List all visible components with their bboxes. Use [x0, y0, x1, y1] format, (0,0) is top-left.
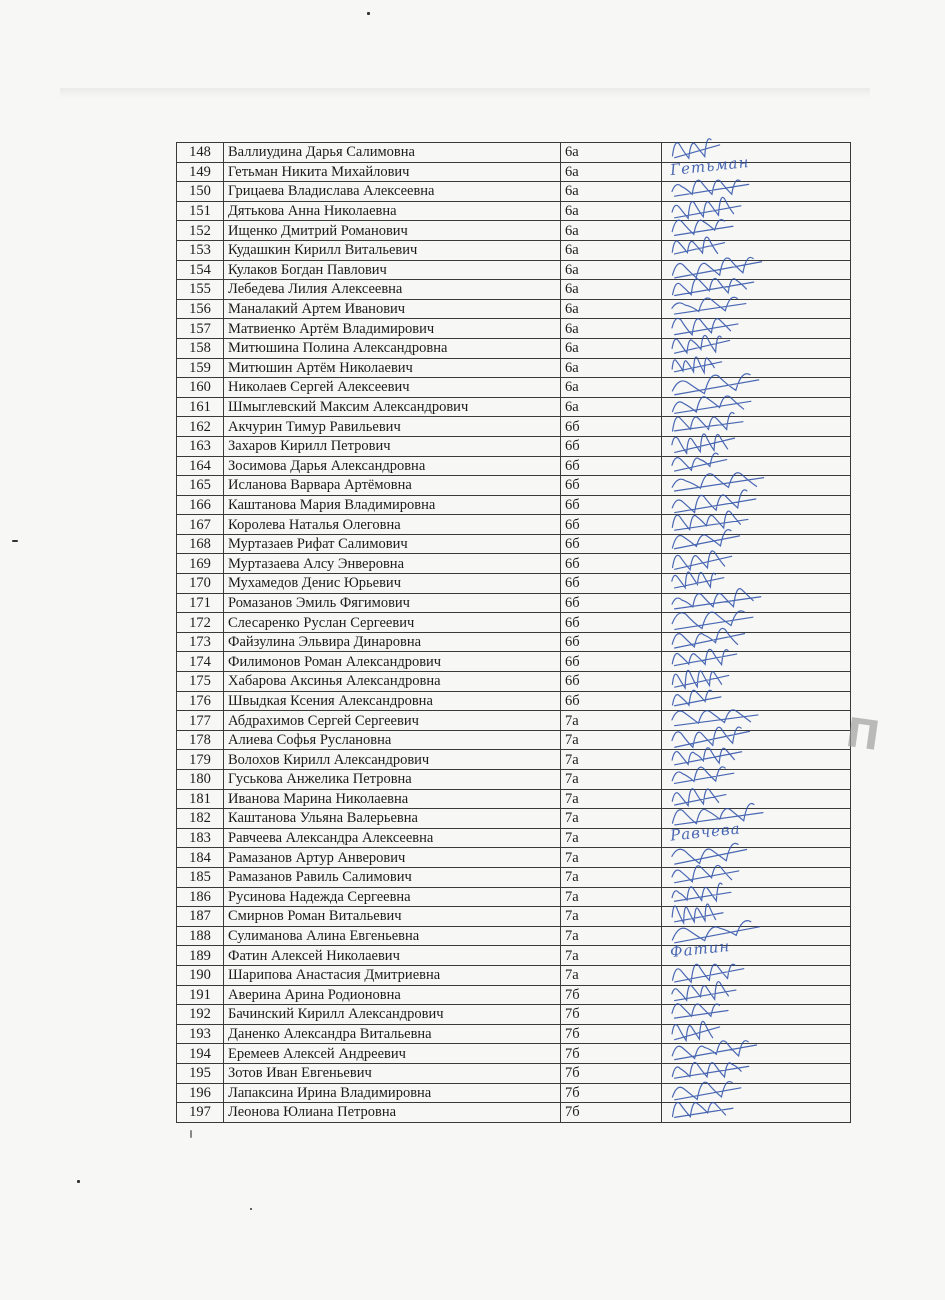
- row-number: 176: [177, 691, 224, 711]
- student-name: Муртазаев Рифат Салимович: [224, 534, 561, 554]
- class-label: 7а: [561, 965, 662, 985]
- row-number: 148: [177, 143, 224, 163]
- row-number: 167: [177, 515, 224, 535]
- scan-speck: [190, 1130, 192, 1138]
- student-name: Бачинский Кирилл Александрович: [224, 1005, 561, 1025]
- handwritten-signature: Гетьман: [669, 152, 751, 179]
- table-row: [177, 417, 851, 437]
- table-row: [177, 652, 851, 672]
- student-name: Митюшина Полина Александровна: [224, 338, 561, 358]
- student-name: Русинова Надежда Сергеевна: [224, 887, 561, 907]
- student-name: Леонова Юлиана Петровна: [224, 1103, 561, 1123]
- student-name: Равчеева Александра Алексеевна: [224, 828, 561, 848]
- class-label: 7а: [561, 789, 662, 809]
- class-label: 6б: [561, 613, 662, 633]
- class-label: 6а: [561, 397, 662, 417]
- row-number: 178: [177, 730, 224, 750]
- student-name: Швыдкая Ксения Александровна: [224, 691, 561, 711]
- student-name: Фатин Алексей Николаевич: [224, 946, 561, 966]
- class-label: 7а: [561, 711, 662, 731]
- table-row: [177, 534, 851, 554]
- class-label: 7а: [561, 848, 662, 868]
- class-label: 7а: [561, 770, 662, 790]
- handwritten-signature: Фатин: [669, 937, 731, 962]
- class-label: 6а: [561, 143, 662, 163]
- student-name: Слесаренко Руслан Сергеевич: [224, 613, 561, 633]
- student-name: Каштанова Ульяна Валерьевна: [224, 809, 561, 829]
- row-number: 193: [177, 1024, 224, 1044]
- row-number: 194: [177, 1044, 224, 1064]
- row-number: 151: [177, 201, 224, 221]
- class-label: 6а: [561, 240, 662, 260]
- student-name: Шарипова Анастасия Дмитриевна: [224, 965, 561, 985]
- student-name: Маналакий Артем Иванович: [224, 299, 561, 319]
- class-label: 6б: [561, 436, 662, 456]
- class-label: 7б: [561, 1083, 662, 1103]
- student-name: Зотов Иван Евгеньевич: [224, 1063, 561, 1083]
- row-number: 172: [177, 613, 224, 633]
- student-name: Каштанова Мария Владимировна: [224, 495, 561, 515]
- class-label: 6а: [561, 260, 662, 280]
- row-number: 195: [177, 1063, 224, 1083]
- table-row: [177, 554, 851, 574]
- class-label: 7б: [561, 1005, 662, 1025]
- row-number: 187: [177, 907, 224, 927]
- roster-body: [177, 143, 851, 1123]
- class-label: 6а: [561, 299, 662, 319]
- class-label: 7а: [561, 730, 662, 750]
- row-number: 173: [177, 632, 224, 652]
- class-label: 6б: [561, 417, 662, 437]
- row-number: 191: [177, 985, 224, 1005]
- row-number: 168: [177, 534, 224, 554]
- class-label: 7б: [561, 1103, 662, 1123]
- table-row: [177, 1083, 851, 1103]
- row-number: 177: [177, 711, 224, 731]
- class-label: 7а: [561, 750, 662, 770]
- student-name: Гуськова Анжелика Петровна: [224, 770, 561, 790]
- row-number: 196: [177, 1083, 224, 1103]
- class-label: 6а: [561, 378, 662, 398]
- row-number: 183: [177, 828, 224, 848]
- student-name: Рамазанов Равиль Салимович: [224, 867, 561, 887]
- margin-mark: П: [842, 709, 883, 761]
- handwritten-signature: Равчева: [669, 819, 742, 845]
- class-label: 6а: [561, 280, 662, 300]
- student-name: Митюшин Артём Николаевич: [224, 358, 561, 378]
- row-number: 152: [177, 221, 224, 241]
- class-label: 6б: [561, 554, 662, 574]
- scan-shadow-band: [60, 88, 870, 98]
- table-row: [177, 338, 851, 358]
- student-name: Аверина Арина Родионовна: [224, 985, 561, 1005]
- class-label: 6а: [561, 162, 662, 182]
- table-row: [177, 809, 851, 829]
- row-number: 153: [177, 240, 224, 260]
- class-label: 6а: [561, 182, 662, 202]
- table-row: [177, 848, 851, 868]
- table-row: [177, 1103, 851, 1123]
- row-number: 186: [177, 887, 224, 907]
- student-name: Ищенко Дмитрий Романович: [224, 221, 561, 241]
- row-number: 170: [177, 574, 224, 594]
- student-name: Файзулина Эльвира Динаровна: [224, 632, 561, 652]
- class-label: 7а: [561, 946, 662, 966]
- student-name: Акчурин Тимур Равильевич: [224, 417, 561, 437]
- scan-speck: [12, 540, 18, 542]
- class-label: 6б: [561, 456, 662, 476]
- row-number: 154: [177, 260, 224, 280]
- scan-speck: [367, 12, 370, 15]
- class-label: 7а: [561, 887, 662, 907]
- student-name: Исланова Варвара Артёмовна: [224, 476, 561, 496]
- student-name: Дятькова Анна Николаевна: [224, 201, 561, 221]
- table-row: [177, 1005, 851, 1025]
- class-label: 6б: [561, 691, 662, 711]
- student-name: Абдрахимов Сергей Сергеевич: [224, 711, 561, 731]
- row-number: 171: [177, 593, 224, 613]
- row-number: 163: [177, 436, 224, 456]
- table-row: [177, 770, 851, 790]
- student-roster-table: [176, 142, 851, 1123]
- student-name: Зосимова Дарья Александровна: [224, 456, 561, 476]
- table-row: [177, 201, 851, 221]
- student-name: Захаров Кирилл Петрович: [224, 436, 561, 456]
- table-row: [177, 319, 851, 339]
- student-name: Кудашкин Кирилл Витальевич: [224, 240, 561, 260]
- signature-cell: [662, 1103, 851, 1123]
- table-row: [177, 887, 851, 907]
- student-name: Волохов Кирилл Александрович: [224, 750, 561, 770]
- student-name: Ромазанов Эмиль Фягимович: [224, 593, 561, 613]
- scan-speck: [250, 1208, 252, 1210]
- row-number: 157: [177, 319, 224, 339]
- table-row: [177, 926, 851, 946]
- student-signature-sheet: [176, 142, 828, 1123]
- row-number: 190: [177, 965, 224, 985]
- student-name: Валлиудина Дарья Салимовна: [224, 143, 561, 163]
- student-name: Сулиманова Алина Евгеньевна: [224, 926, 561, 946]
- student-name: Даненко Александра Витальевна: [224, 1024, 561, 1044]
- table-row: [177, 221, 851, 241]
- table-row: [177, 632, 851, 652]
- table-row: [177, 750, 851, 770]
- class-label: 7а: [561, 828, 662, 848]
- table-row: [177, 965, 851, 985]
- row-number: 155: [177, 280, 224, 300]
- class-label: 7б: [561, 1044, 662, 1064]
- table-row: [177, 867, 851, 887]
- class-label: 7а: [561, 867, 662, 887]
- student-name: Королева Наталья Олеговна: [224, 515, 561, 535]
- class-label: 6а: [561, 201, 662, 221]
- row-number: 180: [177, 770, 224, 790]
- student-name: Муртазаева Алсу Энверовна: [224, 554, 561, 574]
- class-label: 7а: [561, 809, 662, 829]
- row-number: 182: [177, 809, 224, 829]
- class-label: 6б: [561, 672, 662, 692]
- student-name: Шмыглевский Максим Александрович: [224, 397, 561, 417]
- student-name: Николаев Сергей Алексеевич: [224, 378, 561, 398]
- student-name: Гетьман Никита Михайлович: [224, 162, 561, 182]
- student-name: Рамазанов Артур Анверович: [224, 848, 561, 868]
- student-name: Лапаксина Ирина Владимировна: [224, 1083, 561, 1103]
- student-name: Грицаева Владислава Алексеевна: [224, 182, 561, 202]
- table-row: [177, 436, 851, 456]
- table-row: [177, 672, 851, 692]
- class-label: 7б: [561, 1063, 662, 1083]
- class-label: 6б: [561, 632, 662, 652]
- row-number: 169: [177, 554, 224, 574]
- row-number: 165: [177, 476, 224, 496]
- row-number: 197: [177, 1103, 224, 1123]
- student-name: Матвиенко Артём Владимирович: [224, 319, 561, 339]
- student-name: Лебедева Лилия Алексеевна: [224, 280, 561, 300]
- table-row: [177, 515, 851, 535]
- row-number: 158: [177, 338, 224, 358]
- student-name: Кулаков Богдан Павлович: [224, 260, 561, 280]
- class-label: 7б: [561, 985, 662, 1005]
- student-name: Смирнов Роман Витальевич: [224, 907, 561, 927]
- student-name: Мухамедов Денис Юрьевич: [224, 574, 561, 594]
- row-number: 164: [177, 456, 224, 476]
- row-number: 174: [177, 652, 224, 672]
- class-label: 6б: [561, 652, 662, 672]
- row-number: 149: [177, 162, 224, 182]
- row-number: 192: [177, 1005, 224, 1025]
- row-number: 189: [177, 946, 224, 966]
- class-label: 6б: [561, 534, 662, 554]
- class-label: 7а: [561, 907, 662, 927]
- class-label: 6а: [561, 358, 662, 378]
- class-label: 6а: [561, 221, 662, 241]
- row-number: 184: [177, 848, 224, 868]
- table-row: [177, 985, 851, 1005]
- scan-speck: [77, 1180, 80, 1183]
- row-number: 166: [177, 495, 224, 515]
- class-label: 6б: [561, 476, 662, 496]
- class-label: 7а: [561, 926, 662, 946]
- student-name: Иванова Марина Николаевна: [224, 789, 561, 809]
- class-label: 6а: [561, 338, 662, 358]
- class-label: 6а: [561, 319, 662, 339]
- class-label: 6б: [561, 574, 662, 594]
- row-number: 156: [177, 299, 224, 319]
- row-number: 160: [177, 378, 224, 398]
- table-row: [177, 299, 851, 319]
- class-label: 7б: [561, 1024, 662, 1044]
- row-number: 179: [177, 750, 224, 770]
- student-name: Хабарова Аксинья Александровна: [224, 672, 561, 692]
- row-number: 185: [177, 867, 224, 887]
- row-number: 159: [177, 358, 224, 378]
- class-label: 6б: [561, 515, 662, 535]
- row-number: 161: [177, 397, 224, 417]
- row-number: 150: [177, 182, 224, 202]
- row-number: 181: [177, 789, 224, 809]
- class-label: 6б: [561, 593, 662, 613]
- student-name: Алиева Софья Руслановна: [224, 730, 561, 750]
- row-number: 188: [177, 926, 224, 946]
- student-name: Еремеев Алексей Андреевич: [224, 1044, 561, 1064]
- student-name: Филимонов Роман Александрович: [224, 652, 561, 672]
- class-label: 6б: [561, 495, 662, 515]
- table-row: [177, 143, 851, 163]
- row-number: 175: [177, 672, 224, 692]
- row-number: 162: [177, 417, 224, 437]
